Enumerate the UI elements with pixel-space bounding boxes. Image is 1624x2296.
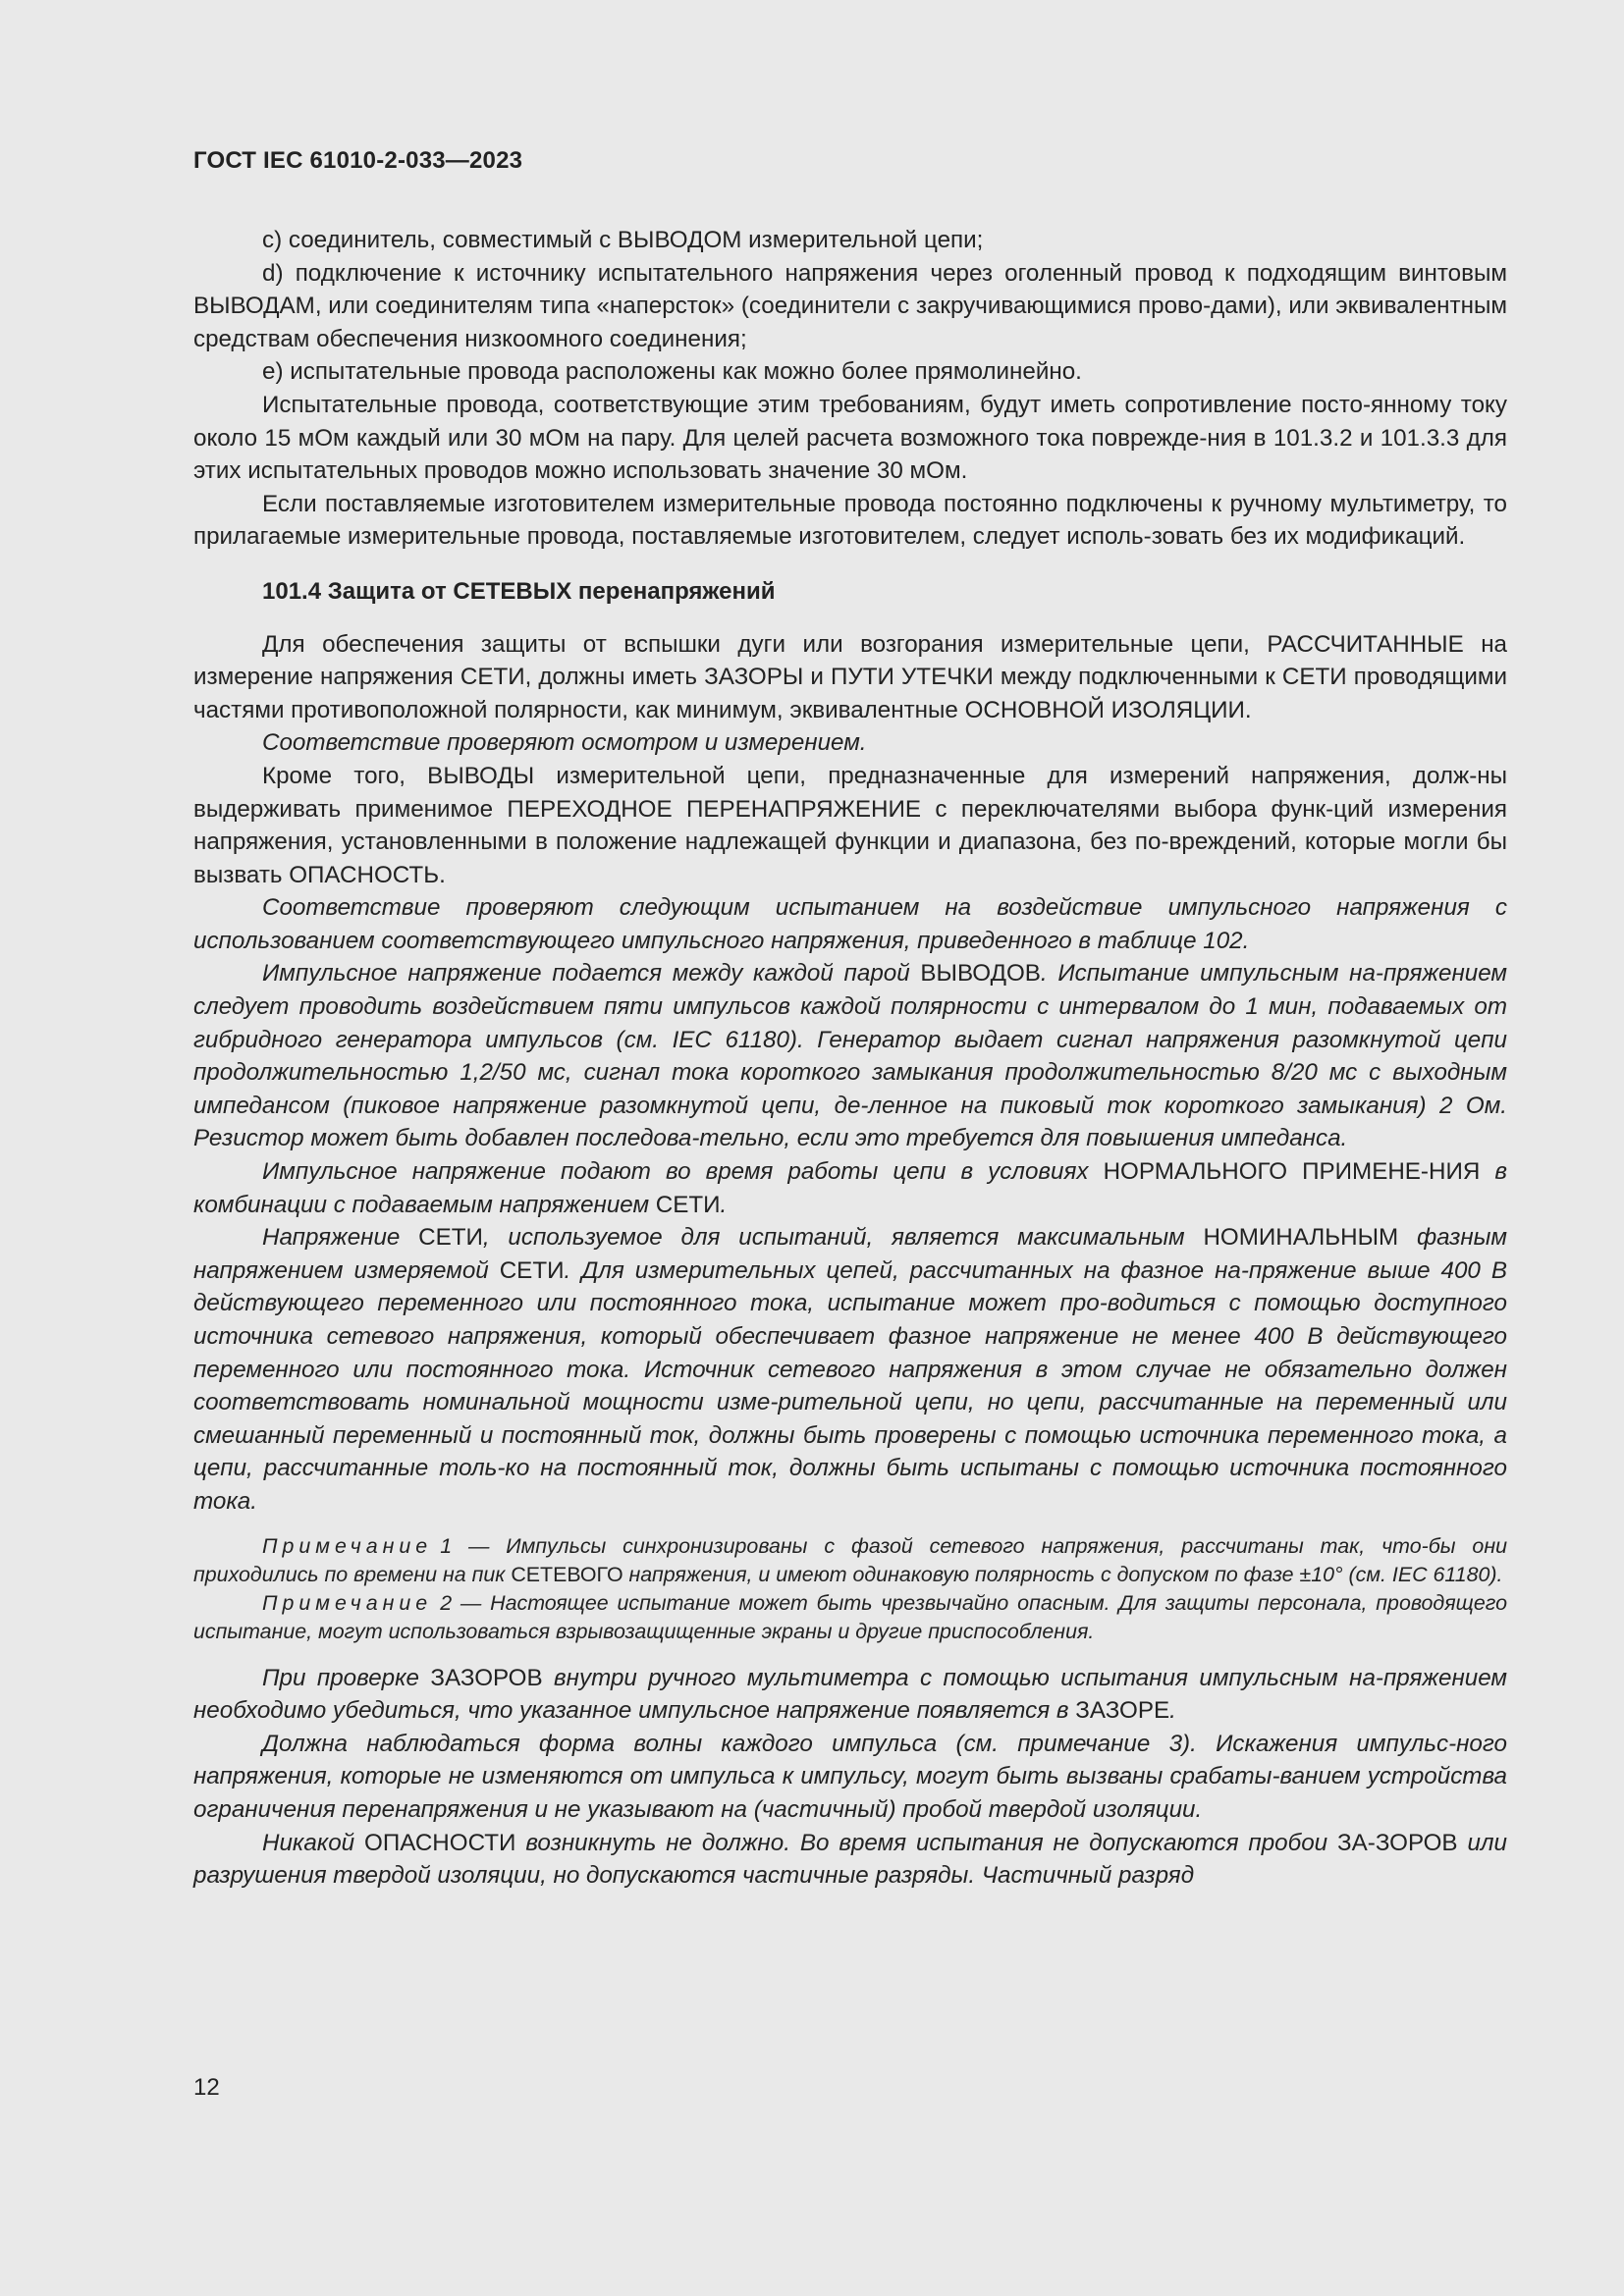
paragraph	[193, 726, 1507, 760]
text-run: , используемое для испытаний, является максимальным	[482, 1224, 1204, 1252]
paragraph	[193, 1221, 1507, 1518]
text-run: Импульсное напряжение подают во время работы цепи в условиях	[262, 1158, 1104, 1186]
note	[193, 1532, 1507, 1589]
note	[193, 1589, 1507, 1646]
text-run: Напряжение	[262, 1224, 419, 1252]
paragraph-group-bottom	[193, 1662, 1507, 1893]
text-run: Кроме того, ВЫВОДЫ измерительной цепи, предназначенные для измерений напряжения, долж-ны выдерживать применимое ПЕРЕХОДНОЕ ПЕРЕНАПРЯЖЕНИЕ с переключателями выбора функ-ций измерения напряжения, установленными в положение надлежащей функции и диапазона, без по-вреждений, которые могли бы вызвать ОПАСНОСТЬ.	[193, 762, 1507, 888]
text-run: НОМИНАЛЬНЫМ	[1203, 1224, 1399, 1252]
paragraph	[193, 1155, 1507, 1221]
note-label: Примечание	[262, 1533, 433, 1558]
text-run: возникнуть не должно. Во время испытания не допускаются пробои	[515, 1829, 1338, 1856]
text-run: ЗАЗОРЕ	[1075, 1697, 1170, 1725]
paragraph	[193, 389, 1507, 488]
text-run: . Испытание импульсным на-пряжением следует проводить воздействием пяти импульсов каждой полярности с интервалом до 1 мин, подаваемых от гибридного генератора импульсов (см. IEC 61180). Генератор выдает сигнал напряжения разомкнутой цепи продолжительностью 1,2/50 мс, сигнал тока короткого замыкания продолжительностью 8/20 мс с выходным импедансом (пиковое напряжение разомкнутой цепи, де-ленное на пиковый ток короткого замыкания) 2 Ом. Резистор может быть добавлен последова-тельно, если это требуется для повышения импеданса.	[193, 960, 1507, 1152]
document-body	[193, 224, 1507, 1893]
text-run: НОРМАЛЬНОГО ПРИМЕНЕ-НИЯ	[1103, 1158, 1481, 1186]
text-run: ЗАЗОРОВ	[430, 1664, 543, 1691]
text-run: напряжения, и имеют одинаковую полярность с допуском по фазе ±10° (см. IEC 61180).	[623, 1562, 1503, 1586]
paragraph	[193, 628, 1507, 727]
text-run: 1 — Импульсы синхронизированы с фазой сетевого напряжения, рассчитаны так, что-бы они приходились по времени на пик	[193, 1533, 1507, 1586]
text-run: c) соединитель, совместимый с ВЫВОДОМ измерительной цепи;	[262, 227, 984, 253]
section-heading: 101.4 Защита от СЕТЕВЫХ перенапряжений	[262, 577, 776, 605]
text-run: . Для измерительных цепей, рассчитанных на фазное на-пряжение выше 400 В действующего переменного или постоянного тока, испытание может про-водиться с помощью доступного источника сетевого напряжения, который обеспечивает фазное напряжение не менее 400 В действующего переменного или постоянного тока. Источник сетевого напряжения в этом случае не обязательно должен соответствовать номинальной мощности изме-рительной цепи, но цепи, рассчитанные на переменный или смешанный переменный и постоянный ток, должны быть проверены с помощью источника переменного тока, а цепи, рассчитанные толь-ко на постоянный ток, должны быть испытаны с помощью источника постоянного тока.	[193, 1256, 1507, 1515]
text-run: Никакой	[262, 1829, 365, 1856]
text-run: .	[720, 1191, 728, 1218]
paragraph	[193, 257, 1507, 356]
text-run: При проверке	[262, 1664, 431, 1691]
paragraph	[193, 760, 1507, 891]
text-run: СЕТИ	[499, 1256, 565, 1284]
paragraph-group-middle	[193, 628, 1507, 1519]
paragraph	[193, 1728, 1507, 1827]
paragraph	[193, 1662, 1507, 1728]
text-run: ЗА-ЗОРОВ	[1337, 1829, 1458, 1856]
text-run: Соответствие проверяют осмотром и измерением.	[262, 729, 867, 757]
text-run: e) испытательные провода расположены как можно более прямолинейно.	[262, 358, 1082, 386]
paragraph	[193, 488, 1507, 554]
paragraph	[193, 957, 1507, 1155]
text-run: Если поставляемые изготовителем измерительные провода постоянно подключены к ручному мультиметру, то прилагаемые измерительные провода, поставляемые изготовителем, следует исполь-зовать без их модификаций.	[193, 490, 1507, 551]
text-run: Импульсное напряжение подается между каждой парой	[262, 960, 921, 988]
paragraph	[193, 224, 1507, 257]
text-run: ОПАСНОСТИ	[364, 1829, 516, 1856]
text-run: Соответствие проверяют следующим испытанием на воздействие импульсного напряжения с использованием соответствующего импульсного напряжения, приведенного в таблице 102.	[193, 894, 1507, 954]
text-run: СЕТЕВОГО	[511, 1562, 623, 1586]
text-run: d) подключение к источнику испытательного напряжения через оголенный провод к подходящим винтовым ВЫВОДАМ, или соединителям типа «наперсток» (соединители с закручивающимися прово-дами), или эквивалентным средствам обеспечения низкоомного соединения;	[193, 259, 1507, 352]
paragraph	[193, 355, 1507, 389]
note-label: Примечание	[262, 1590, 433, 1615]
text-run: Для обеспечения защиты от вспышки дуги или возгорания измерительные цепи, РАССЧИТАННЫЕ на измерение напряжения СЕТИ, должны иметь ЗАЗОРЫ и ПУТИ УТЕЧКИ между подключенными к СЕТИ проводящими частями противоположной полярности, как минимум, эквивалентные ОСНОВНОЙ ИЗОЛЯЦИИ.	[193, 630, 1507, 723]
paragraph-group-top	[193, 224, 1507, 554]
paragraph	[193, 891, 1507, 957]
document-header-title: ГОСТ IEC 61010-2-033—2023	[193, 147, 523, 174]
notes-group	[193, 1532, 1507, 1646]
page-number: 12	[193, 2074, 220, 2101]
text-run: СЕТИ	[418, 1224, 483, 1252]
text-run: Испытательные провода, соответствующие этим требованиям, будут иметь сопротивление посто-янному току около 15 мОм каждый или 30 мОм на пару. Для целей расчета возможного тока поврежде-ния в 101.3.2 и 101.3.3 для этих испытательных проводов можно использовать значение 30 мОм.	[193, 391, 1507, 485]
text-run: фазным напряжением измеряемой	[193, 1224, 1508, 1284]
text-run: внутри ручного мультиметра с помощью испытания импульсным на-пряжением необходимо убедиться, что указанное импульсное напряжение появляется в	[193, 1664, 1507, 1725]
text-run: ВЫВОДОВ	[920, 960, 1041, 988]
text-run: СЕТИ	[655, 1191, 721, 1218]
paragraph	[193, 1827, 1507, 1893]
text-run: в комбинации с подаваемым напряжением	[193, 1158, 1507, 1218]
text-run: Должна наблюдаться форма волны каждого импульса (см. примечание 3). Искажения импульс-ного напряжения, которые не изменяются от импульса к импульсу, могут быть вызваны срабаты-ванием устройства ограничения перенапряжения и не указывают на (частичный) пробой твердой изоляции.	[193, 1730, 1507, 1823]
text-run: 2 — Настоящее испытание может быть чрезвычайно опасным. Для защиты персонала, проводящего испытание, могут использоваться взрывозащищенные экраны и другие приспособления.	[193, 1590, 1507, 1643]
text-run: .	[1169, 1697, 1176, 1725]
text-run: или разрушения твердой изоляции, но допускаются частичные разряды. Частичный разряд	[193, 1829, 1507, 1890]
